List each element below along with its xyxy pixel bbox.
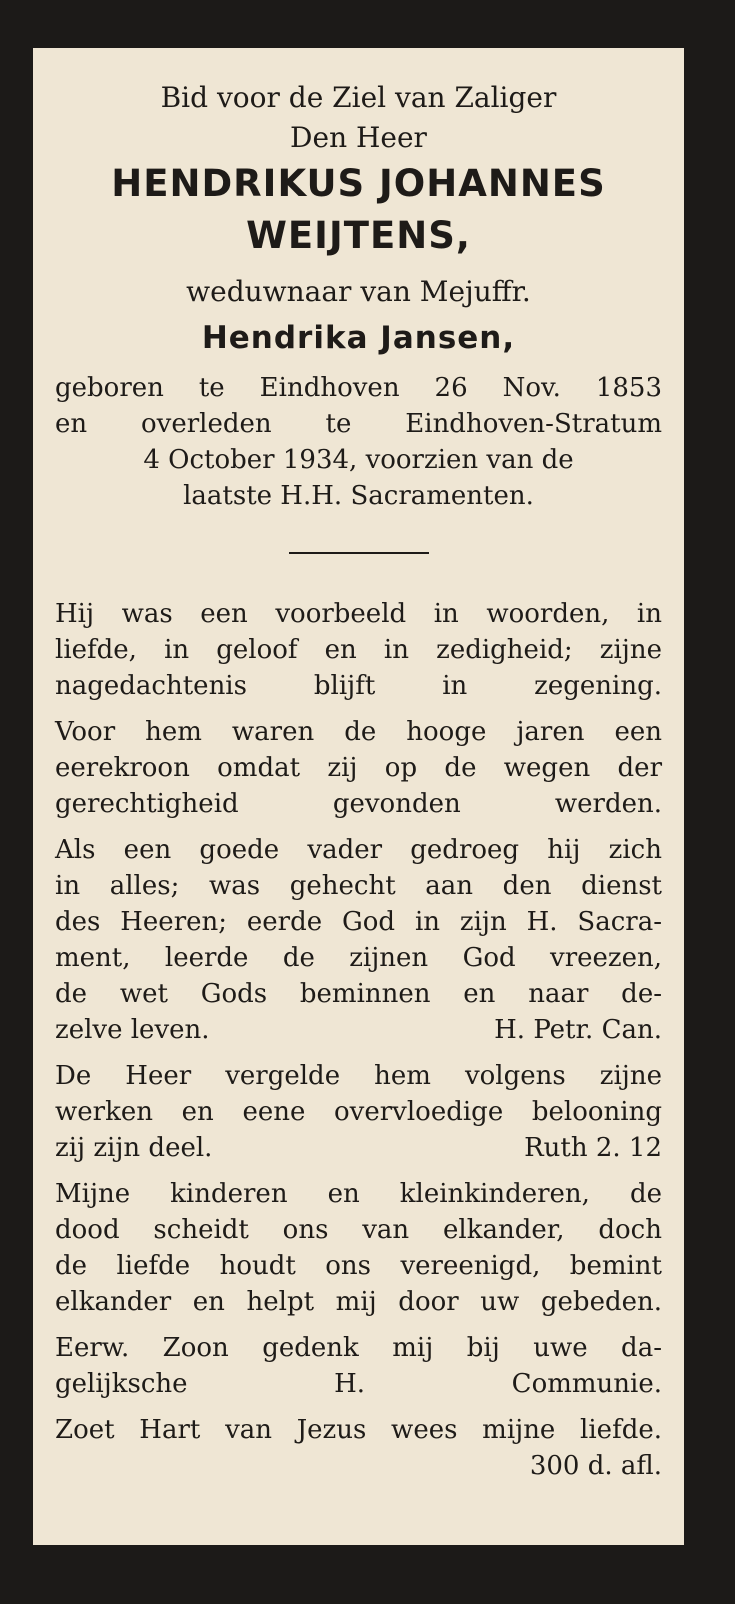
spouse-name: Hendrika Jansen, bbox=[201, 320, 516, 356]
paragraph-last-line bbox=[55, 1130, 662, 1166]
text-paragraph bbox=[55, 1176, 662, 1320]
paragraph-line: des Heeren; eerde God in zijn H. Sacra- bbox=[55, 907, 662, 937]
paragraph-line: Eerw. Zoon gedenk mij bij uwe da- bbox=[55, 1333, 662, 1363]
bio-line: laatste H.H. Sacramenten. bbox=[183, 481, 534, 511]
paragraph-line: liefde, in geloof en in zedigheid; zijne bbox=[55, 635, 662, 665]
bio-line: en overleden te Eindhoven-Stratum bbox=[55, 409, 662, 439]
text-paragraph bbox=[55, 714, 662, 822]
paragraph-line: Als een goede vader gedroeg hij zich bbox=[55, 835, 662, 865]
indulgence-note: 300 d. afl. bbox=[529, 1451, 662, 1481]
text-paragraph bbox=[55, 1412, 662, 1484]
paragraph-line: Mijne kinderen en kleinkinderen, de bbox=[55, 1179, 662, 1209]
paragraph-line: gerechtigheid gevonden werden. bbox=[55, 789, 662, 819]
title-line: Den Heer bbox=[290, 121, 427, 154]
paragraph-line: de wet Gods beminnen en naar de- bbox=[55, 979, 662, 1009]
paragraph-line: ment, leerde de zijnen God vreezen, bbox=[55, 943, 662, 973]
paragraph-line: werken en eene overvloedige belooning bbox=[55, 1097, 662, 1127]
bio-line: 4 October 1934, voorzien van de bbox=[143, 445, 574, 475]
paragraph-line: Voor hem waren de hooge jaren een bbox=[55, 717, 662, 747]
bio-block bbox=[55, 370, 662, 514]
text-paragraph bbox=[55, 596, 662, 704]
paragraph-line: De Heer vergelde hem volgens zijne bbox=[55, 1061, 662, 1091]
card-paper bbox=[33, 48, 684, 1545]
paragraph-line: gelijksche H. Communie. bbox=[55, 1369, 662, 1399]
deceased-name-line2: WEIJTENS, bbox=[246, 214, 471, 257]
text-paragraph bbox=[55, 1058, 662, 1166]
widower-label: weduwnaar van Mejuffr. bbox=[186, 275, 531, 308]
paragraph-line: elkander en helpt mij door uw gebeden. bbox=[55, 1287, 662, 1317]
paragraph-line: zelve leven. bbox=[55, 1015, 210, 1045]
text-paragraph bbox=[55, 832, 662, 1048]
scripture-source: H. Petr. Can. bbox=[494, 1015, 662, 1045]
text-paragraph bbox=[55, 1330, 662, 1402]
bio-line: geboren te Eindhoven 26 Nov. 1853 bbox=[55, 373, 662, 403]
text-body bbox=[55, 596, 662, 1484]
paragraph-line: Hij was een voorbeeld in woorden, in bbox=[55, 599, 662, 629]
paragraph-line: de liefde houdt ons vereenigd, bemint bbox=[55, 1251, 662, 1281]
paragraph-last-line bbox=[55, 1012, 662, 1048]
paragraph-line: nagedachtenis blijft in zegening. bbox=[55, 671, 662, 701]
paragraph-line: eerekroon omdat zij op de wegen der bbox=[55, 753, 662, 783]
paragraph-line: dood scheidt ons van elkander, doch bbox=[55, 1215, 662, 1245]
deceased-name-line1: HENDRIKUS JOHANNES bbox=[111, 162, 606, 205]
scripture-source: Ruth 2. 12 bbox=[524, 1133, 662, 1163]
prayer-line: Bid voor de Ziel van Zaliger bbox=[160, 81, 557, 114]
paragraph-line: Zoet Hart van Jezus wees mijne liefde. bbox=[55, 1415, 662, 1445]
paragraph-line: zij zijn deel. bbox=[55, 1133, 213, 1163]
divider-rule bbox=[289, 552, 429, 554]
paragraph-line: in alles; was gehecht aan den dienst bbox=[55, 871, 662, 901]
